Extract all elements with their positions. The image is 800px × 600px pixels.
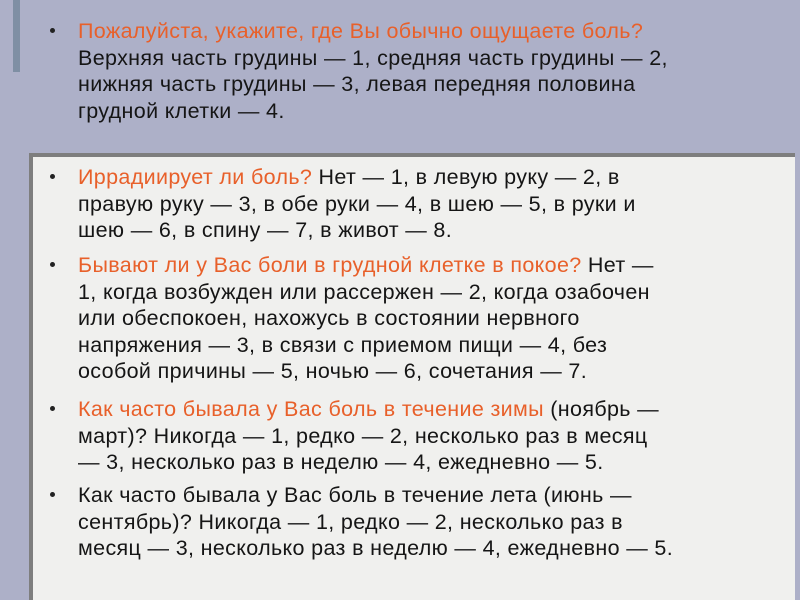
answer-line: сентябрь)? Никогда — 1, редко — 2, несколько раз в (78, 509, 623, 534)
answer-text: Нет — 1, в левую руку — 2, в (312, 165, 620, 189)
question-text (78, 18, 738, 124)
answer-line: особой причины — 5, ночью — 6, сочетания — 7. (78, 359, 588, 383)
answer-line: март)? Никогда — 1, редко — 2, несколько раз в месяц (78, 423, 648, 448)
question-title: Бывают ли у Вас боли в грудной клетке в покое? (78, 253, 582, 277)
bullet-icon (50, 28, 55, 33)
answer-line: напряжения — 3, в связи с приемом пищи — 4, без (78, 332, 608, 357)
question-text (78, 396, 738, 476)
answer-line: 1, когда возбужден или рассержен — 2, когда озабочен (78, 279, 650, 304)
question-text (78, 164, 738, 244)
bullet-icon (50, 174, 55, 179)
answer-line: месяц — 3, несколько раз в неделю — 4, ежедневно — 5. (78, 536, 674, 560)
answer-line: Как часто бывала у Вас боль в течение лета (июнь — (78, 483, 632, 507)
question-title: Как часто бывала у Вас боль в течение зимы (78, 397, 544, 421)
question-title: Иррадиирует ли боль? (78, 165, 313, 189)
answer-line: — 3, несколько раз в неделю — 4, ежедневно — 5. (78, 450, 604, 474)
question-text (78, 252, 738, 385)
question-title: Пожалуйста, укажите, где Вы обычно ощущаете боль? (78, 19, 644, 43)
answer-line: грудной клетки — 4. (78, 98, 285, 123)
answer-line: Верхняя часть грудины — 1, средняя часть грудины — 2, (78, 45, 668, 70)
answer-text: Нет — (581, 253, 654, 277)
bullet-icon (50, 262, 55, 267)
answer-line: шею — 6, в спину — 7, в живот — 8. (78, 218, 453, 242)
question-text (78, 482, 738, 562)
bullet-icon (50, 406, 55, 411)
answer-line: правую руку — 3, в обе руки — 4, в шею — 5, в руки и (78, 191, 636, 216)
bullet-icon (50, 492, 55, 497)
answer-line: нижняя часть грудины — 3, левая передняя половина (78, 72, 636, 96)
accent-bar (13, 0, 20, 72)
answer-text: (ноябрь — (543, 397, 660, 421)
answer-line: или обеспокоен, нахожусь в состоянии нервного (78, 306, 580, 330)
